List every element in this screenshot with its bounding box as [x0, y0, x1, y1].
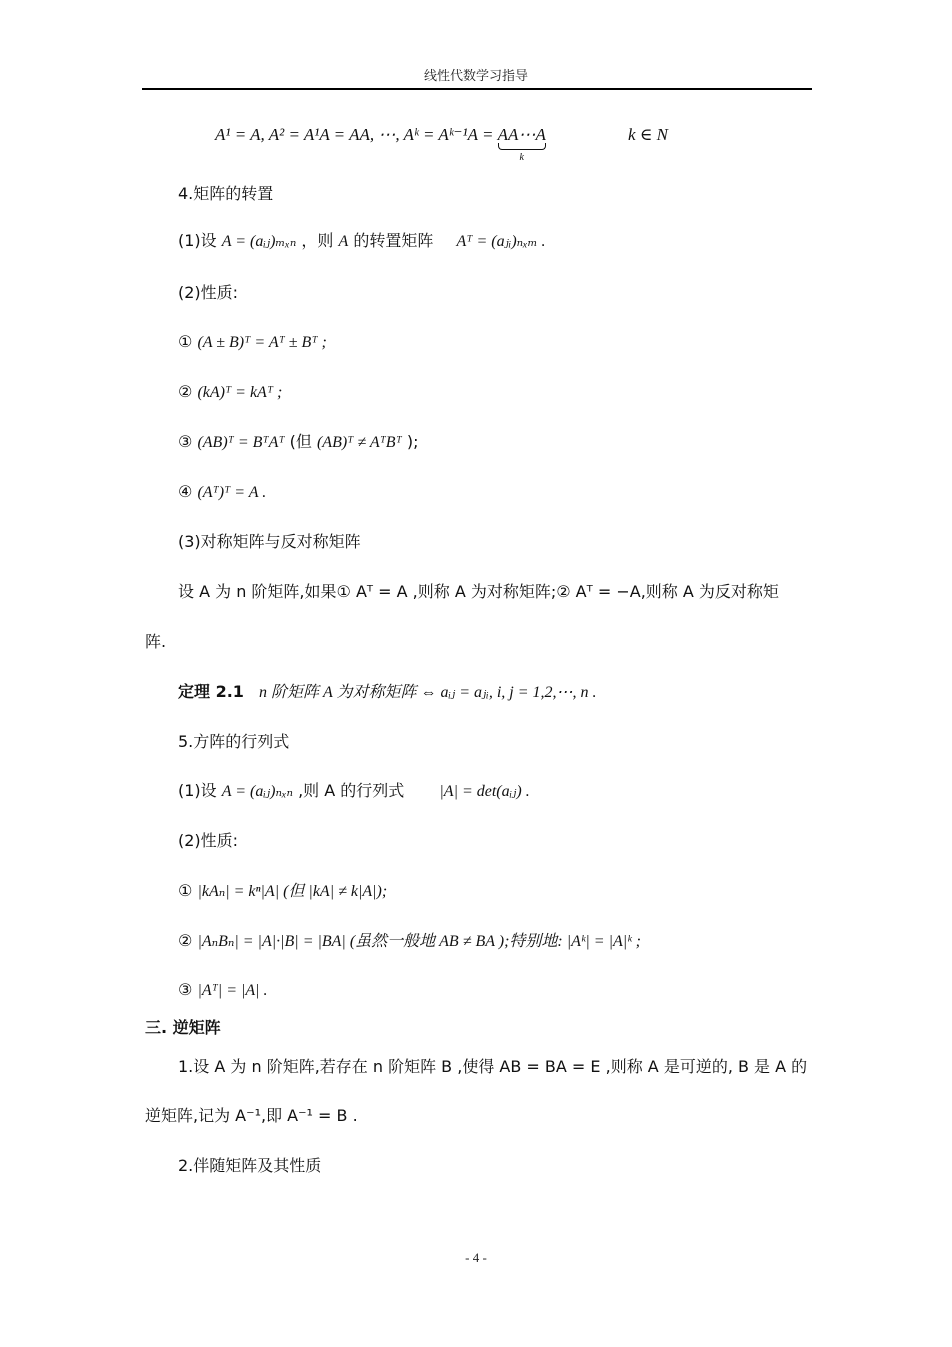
underbrace-product	[497, 125, 546, 163]
theorem-label: 定理 2.1	[178, 682, 244, 701]
transpose-property-2	[178, 384, 282, 401]
det-def-matrix: A = (aᵢⱼ)ₙₓₙ	[221, 783, 293, 800]
determinant-property-1	[178, 883, 387, 900]
section-three-title: 三. 逆矩阵	[145, 1018, 221, 1037]
section-5-title: 5.方阵的行列式	[178, 732, 290, 751]
circled-number: ①	[178, 881, 193, 900]
transpose-def-result: Aᵀ = (aⱼᵢ)ₙₓₘ .	[456, 233, 546, 250]
determinant-property-2	[178, 933, 641, 950]
properties-label-1: (2)性质:	[178, 283, 239, 302]
power-condition: k ∈ N	[628, 125, 668, 144]
transpose-property-3	[178, 434, 418, 451]
running-header: 线性代数学习指导	[423, 69, 528, 84]
transpose-def-then: ，则	[301, 231, 334, 250]
note-open: (但	[289, 432, 312, 451]
theorem-statement: n 阶矩阵 A 为对称矩阵 ⇔ aᵢⱼ = aⱼᵢ, i, j = 1,2,⋯, n .	[259, 684, 597, 701]
underbrace	[498, 143, 546, 150]
power-product: AA⋯A	[497, 125, 546, 144]
underbrace-label: k	[519, 152, 524, 163]
note-close: );	[406, 432, 419, 451]
symmetric-subtitle: (3)对称矩阵与反对称矩阵	[178, 532, 361, 551]
power-definition	[215, 125, 546, 163]
det-def-prefix: (1)设	[178, 781, 217, 800]
section-4-title: 4.矩阵的转置	[178, 184, 274, 203]
formula: (A ± B)ᵀ = Aᵀ ± Bᵀ ;	[197, 334, 327, 351]
determinant-property-3	[178, 982, 268, 999]
transpose-def-A: A	[338, 233, 349, 250]
formula: |kAₙ| = kⁿ|A| (但 |kA| ≠ k|A|);	[197, 883, 388, 900]
note-formula: (AB)ᵀ ≠ AᵀBᵀ	[316, 434, 402, 451]
transpose-def-prefix: (1)设	[178, 231, 217, 250]
formula: (kA)ᵀ = kAᵀ ;	[197, 384, 283, 401]
circled-number: ②	[178, 931, 193, 950]
transpose-def-text: 的转置矩阵	[353, 231, 434, 250]
circled-number: ③	[178, 432, 193, 451]
determinant-definition	[178, 783, 530, 800]
symmetric-definition-line1: 设 A 为 n 阶矩阵,如果① Aᵀ = A ,则称 A 为对称矩阵;② Aᵀ = −A,则称 A 为反对称矩	[178, 582, 779, 601]
properties-label-2: (2)性质:	[178, 831, 239, 850]
inverse-definition-line2: 逆矩阵,记为 A⁻¹,即 A⁻¹ = B .	[145, 1106, 358, 1125]
circled-number: ①	[178, 332, 193, 351]
transpose-definition	[178, 233, 546, 250]
formula: (AB)ᵀ = BᵀAᵀ	[197, 434, 285, 451]
power-definition-eq: A¹ = A, A² = A¹A = AA, ⋯, Aᵏ = Aᵏ⁻¹A =	[215, 125, 494, 144]
formula: (Aᵀ)ᵀ = A .	[197, 484, 267, 501]
symmetric-definition-line2: 阵.	[145, 632, 167, 651]
formula: |Aᵀ| = |A| .	[197, 982, 268, 999]
header-rule	[142, 88, 812, 90]
circled-number: ④	[178, 482, 193, 501]
page-number: - 4 -	[465, 1250, 487, 1265]
circled-number: ②	[178, 382, 193, 401]
theorem-2-1	[178, 684, 597, 701]
det-def-text: ,则 A 的行列式	[298, 781, 405, 800]
circled-number: ③	[178, 980, 193, 999]
transpose-def-matrix: A = (aᵢⱼ)ₘₓₙ	[221, 233, 297, 250]
inverse-definition-line1: 1.设 A 为 n 阶矩阵,若存在 n 阶矩阵 B ,使得 AB = BA = E ,则称 A 是可逆的, B 是 A 的	[178, 1057, 808, 1076]
adjugate-title: 2.伴随矩阵及其性质	[178, 1156, 322, 1175]
det-def-result: |A| = det(aᵢⱼ) .	[439, 783, 530, 800]
transpose-property-1	[178, 334, 327, 351]
transpose-property-4	[178, 484, 266, 501]
formula: |AₙBₙ| = |A|·|B| = |BA| (虽然一般地 AB ≠ BA );特别地: |Aᵏ| = |A|ᵏ ;	[197, 933, 641, 950]
